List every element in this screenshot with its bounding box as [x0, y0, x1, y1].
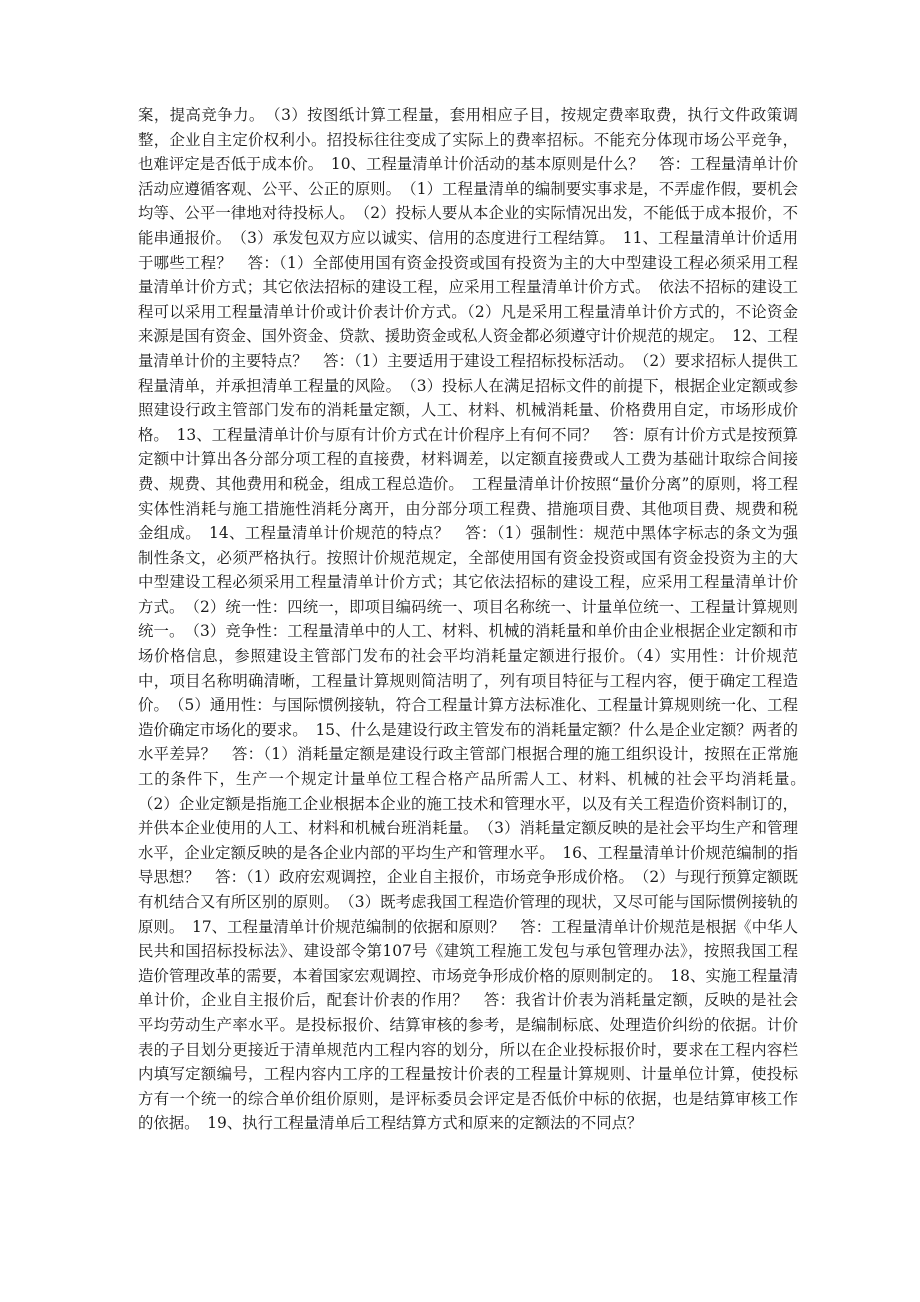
body-paragraph: 案，提高竞争力。 （3）按图纸计算工程量，套用相应子目，按规定费率取费，执行文件政策调整，企业自主定价权利小。招投标往往变成了实际上的费率招标。不能充分体现市场公平竞争，也难评定是否低于成本价。 10、工程量清单计价活动的基本原则是什么？ 答：工程量清单计价活动应遵循客观、公平、公正的原则。 （1）工程量清单的编制要实事求是，不弄虚作假，要机会均等、公平一律地对待投标人。 （2）投标人要从本企业的实际情况出发，不能低于成本报价，不能串通报价。 （3）承发包双方应以诚实、信用的态度进行工程结算。 11、工程量清单计价适用于哪些工程？ 答：（1）全部使用国有资金投资或国有投资为主的大中型建设工程必须采用工程量清单计价方式；其它依法招标的建设工程，应采用工程量清单计价方式。 依法不招标的建设工程可以采用工程量清单计价或计价表计价方式。（2）凡是采用工程量清单计价方式的，不论资金来源是国有资金、国外资金、贷款、援助资金或私人资金都必须遵守计价规范的规定。 12、工程量清单计价的主要特点？ 答：（1）主要适用于建设工程招标投标活动。 （2）要求招标人提供工程量清单，并承担清单工程量的风险。 （3）投标人在满足招标文件的前提下，根据企业定额或参照建设行政主管部门发布的消耗量定额，人工、材料、机械消耗量、价格费用自定，市场形成价格。 13、工程量清单计价与原有计价方式在计价程序上有何不同？ 答：原有计价方式是按预算定额中计算出各分部分项工程的直接费，材料调差，以定额直接费或人工费为基础计取综合间接费、规费、其他费用和税金，组成工程总造价。 工程量清单计价按照“量价分离”的原则，将工程实体性消耗与施工措施性消耗分离开，由分部分项工程费、措施项目费、其他项目费、规费和税金组成。 14、工程量清单计价规范的特点？ 答：（1）强制性：规范中黑体字标志的条文为强制性条文，必须严格执行。按照计价规范规定，全部使用国有资金投资或国有资金投资为主的大中型建设工程必须采用工程量清单计价方式；其它依法招标的建设工程，应采用工程量清单计价方式。 （2）统一性：四统一，即项目编码统一、项目名称统一、计量单位统一、工程量计算规则统一。 （3）竞争性：工程量清单中的人工、材料、机械的消耗量和单价由企业根据企业定额和市场价格信息，参照建设主管部门发布的社会平均消耗量定额进行报价。（4）实用性：计价规范中，项目名称明确清晰，工程量计算规则简洁明了，列有项目特征与工程内容，便于确定工程造价。 （5）通用性：与国际惯例接轨，符合工程量计算方法标准化、工程量计算规则统一化、工程造价确定市场化的要求。 15、什么是建设行政主管发布的消耗量定额？什么是企业定额？两者的水平差异？ 答：（1）消耗量定额是建设行政主管部门根据合理的施工组织设计，按照在正常施工的条件下，生产一个规定计量单位工程合格产品所需人工、材料、机械的社会平均消耗量。 （2）企业定额是指施工企业根据本企业的施工技术和管理水平，以及有关工程造价资料制订的，并供本企业使用的人工、材料和机械台班消耗量。 （3）消耗量定额反映的是社会平均生产和管理水平，企业定额反映的是各企业内部的平均生产和管理水平。 16、工程量清单计价规范编制的指导思想？ 答：（1）政府宏观调控，企业自主报价，市场竞争形成价格。 （2）与现行预算定额既有机结合又有所区别的原则。 （3）既考虑我国工程造价管理的现状，又尽可能与国际惯例接轨的原则。 17、工程量清单计价规范编制的依据和原则？ 答：工程量清单计价规范是根据《中华人民共和国招标投标法》、建设部令第107号《建筑工程施工发包与承包管理办法》，按照我国工程造价管理改革的需要，本着国家宏观调控、市场竞争形成价格的原则制定的。 18、实施工程量清单计价，企业自主报价后，配套计价表的作用？ 答：我省计价表为消耗量定额，反映的是社会平均劳动生产率水平。是投标报价、结算审核的参考，是编制标底、处理造价纠纷的依据。计价表的子目划分更接近于清单规范内工程内容的划分，所以在企业投标报价时，要求在工程内容栏内填写定额编号，工程内容内工序的工程量按计价表的工程量计算规则、计量单位计算，使投标方有一个统一的综合单价组价原则，是评标委员会评定是否低价中标的依据，也是结算审核工作的依据。 19、执行工程量清单后工程结算方式和原来的定额法的不同点？: [138, 106, 814, 1133]
document-body: [138, 103, 814, 1136]
